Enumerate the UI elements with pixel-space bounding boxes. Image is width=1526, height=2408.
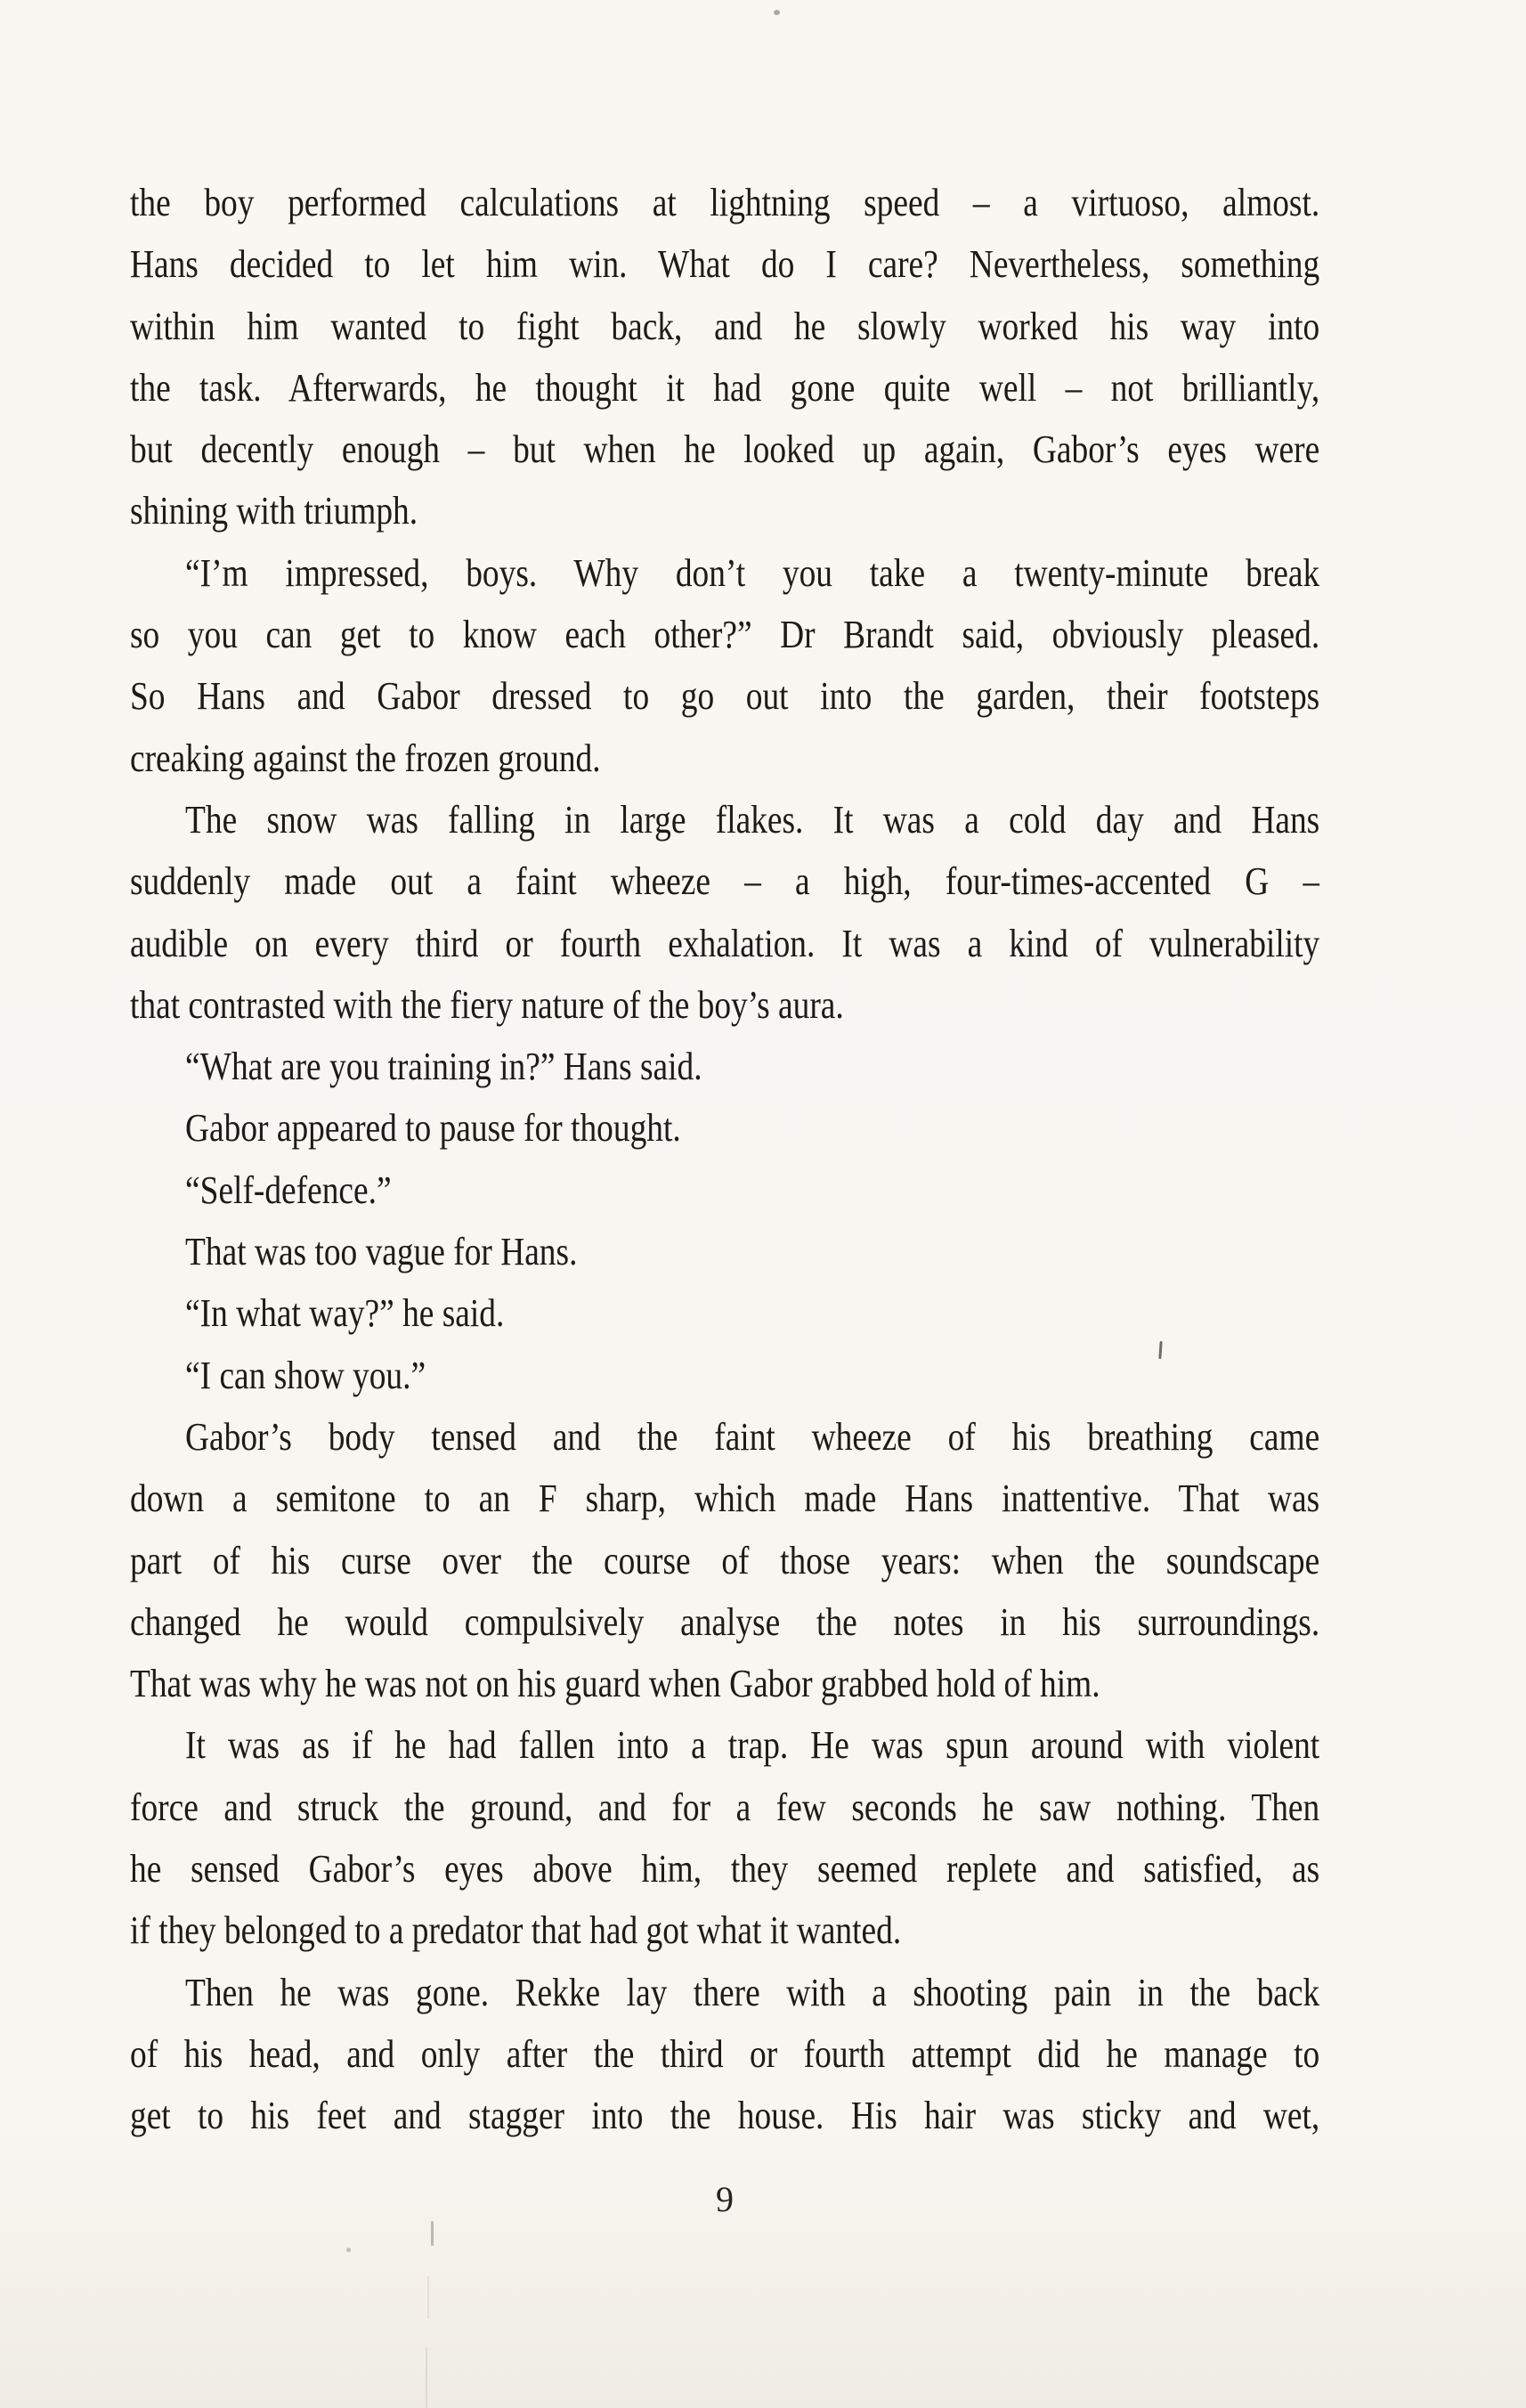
text-line: That was why he was not on his guard when Gabor grabbed hold of him. [130,1662,1100,1706]
text-block [130,172,1319,2147]
text-line: So Hans and Gabor dressed to go out into the garden, their footsteps [130,674,1320,719]
text-line: “I can show you.” [185,1353,426,1397]
text-line: “I’m impressed, boys. Why don’t you take a twenty-minute break [185,550,1320,595]
text-line: shining with triumph. [130,489,418,533]
text-line: Then he was gone. Rekke lay there with a shooting pain in the back [185,1970,1320,2014]
text-line: audible on every third or fourth exhalation. It was a kind of vulnerability [130,921,1320,965]
scan-artifact-dot [774,10,780,15]
text-line: the boy performed calculations at lightning speed – a virtuoso, almost. [130,181,1320,224]
text-line: the task. Afterwards, he thought it had gone quite well – not brilliantly, [130,365,1320,410]
text-line: that contrasted with the fiery nature of the boy’s aura. [130,982,844,1027]
text-line: That was too vague for Hans. [185,1230,578,1274]
text-line: down a semitone to an F sharp, which made Hans inattentive. That was [130,1477,1320,1521]
text-line: It was as if he had fallen into a trap. He was spun around with violent [185,1723,1320,1768]
scan-artifact-dot [346,2248,351,2252]
text-line: of his head, and only after the third or fourth attempt did he manage to [130,2031,1320,2076]
text-line: within him wanted to fight back, and he slowly worked his way into [130,304,1320,348]
text-line: force and struck the ground, and for a few seconds he saw nothing. Then [130,1785,1320,1829]
text-line: “In what way?” he said. [185,1291,505,1336]
text-line: The snow was falling in large flakes. It was a cold day and Hans [185,797,1320,842]
text-line: but decently enough – but when he looked up again, Gabor’s eyes were [130,427,1320,472]
text-line: part of his curse over the course of those years: when the soundscape [130,1538,1320,1582]
text-line: get to his feet and stagger into the house. His hair was sticky and wet, [130,2094,1320,2138]
text-line: creaking against the frozen ground. [130,736,601,780]
text-line: suddenly made out a faint wheeze – a high, four-times-accented G – [130,859,1320,904]
text-line: “What are you training in?” Hans said. [185,1045,702,1089]
text-line: if they belonged to a predator that had got what it wanted. [130,1908,902,1953]
text-line: Gabor appeared to pause for thought. [185,1106,681,1151]
scan-artifact-dash [431,2221,434,2246]
text-line: changed he would compulsively analyse the notes in his surroundings. [130,1599,1320,1644]
text-line: he sensed Gabor’s eyes above him, they seemed replete and satisfied, as [130,1847,1320,1891]
scan-artifact-hairline [427,2276,429,2319]
text-line: Gabor’s body tensed and the faint wheeze of his breathing came [185,1414,1320,1459]
scan-artifact-hairline [426,2347,427,2408]
page-number: 9 [716,2179,734,2219]
text-line: “Self-defence.” [185,1167,392,1212]
text-line: Hans decided to let him win. What do I care? Nevertheless, something [130,242,1320,287]
text-line: so you can get to know each other?” Dr Brandt said, obviously pleased. [130,613,1320,657]
